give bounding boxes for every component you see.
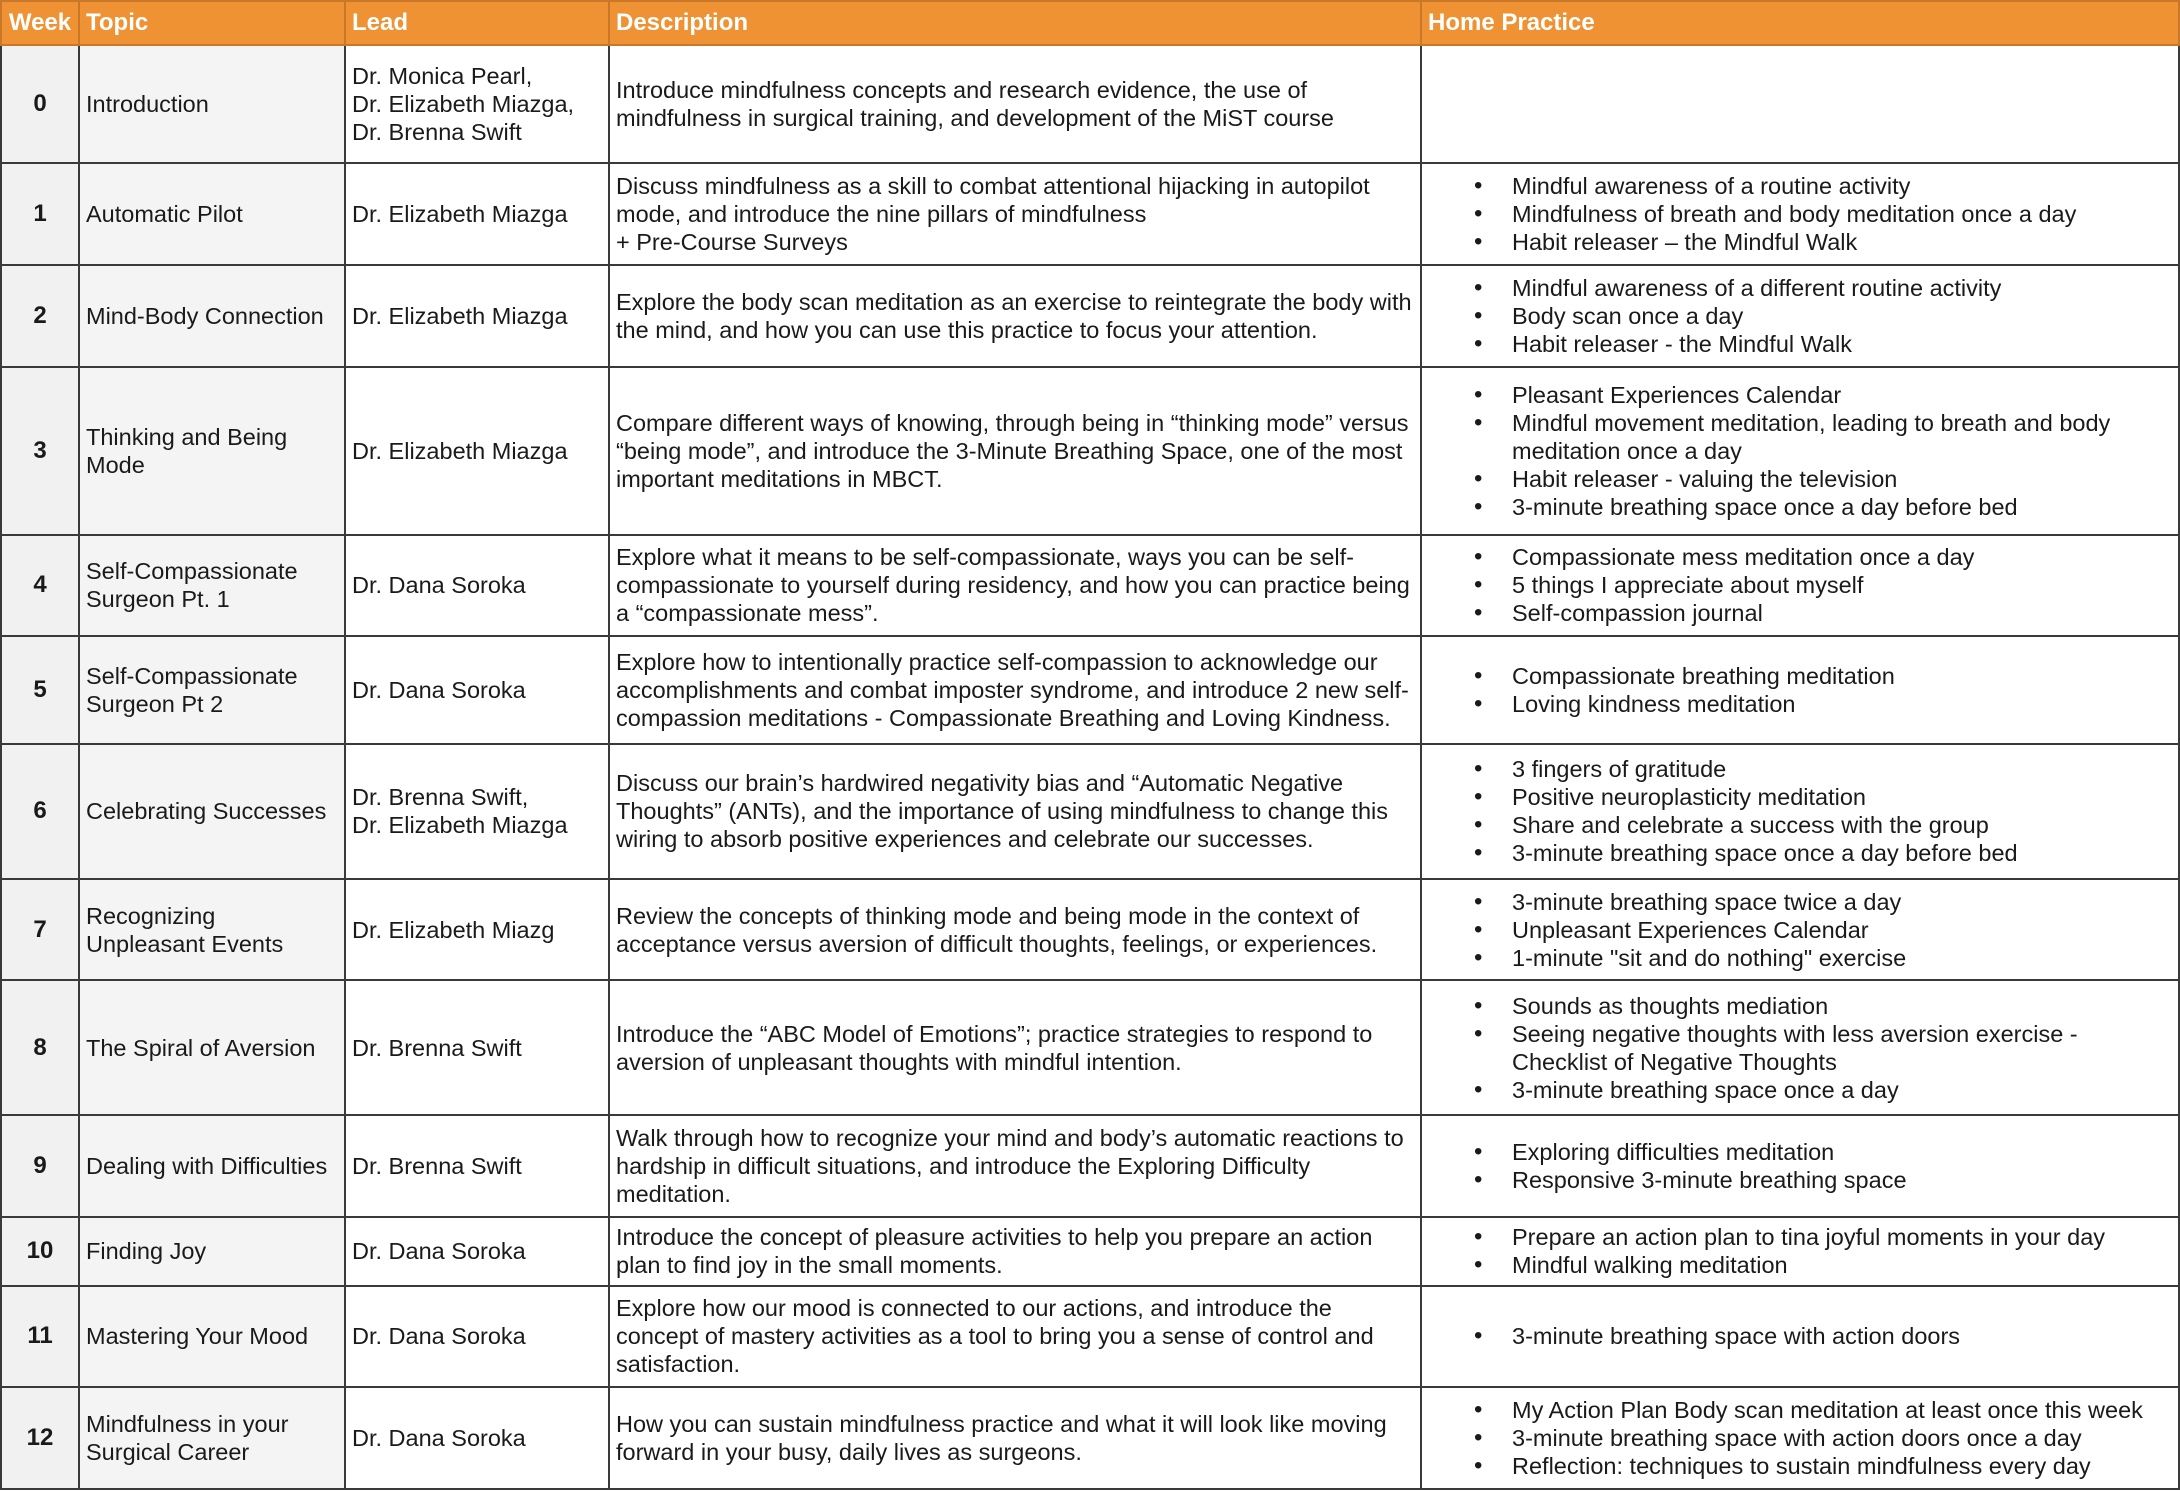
practice-item: • Prepare an action plan to tina joyful moments in your day [1474,1223,2172,1251]
table-row [1,1387,2179,1489]
description-cell: Introduce the “ABC Model of Emotions”; practice strategies to respond to aversion of unpleasant thoughts with mindful intention. [609,980,1421,1115]
header-description: Description [609,1,1421,45]
week-number: 3 [1,367,79,535]
description-cell: Explore what it means to be self-compassionate, ways you can be self-compassionate to yourself during residency, and how you can practice being a “compassionate mess”. [609,535,1421,637]
table-row [1,265,2179,367]
practice-item: • 3 fingers of gratitude [1474,755,2172,783]
practice-item: • Habit releaser – the Mindful Walk [1474,228,2172,256]
week-number: 7 [1,879,79,981]
home-practice-cell [1421,1286,2179,1388]
week-number: 1 [1,163,79,265]
practice-list [1428,1396,2172,1480]
lead-cell: Dr. Monica Pearl, Dr. Elizabeth Miazga, Dr. Brenna Swift [345,45,609,163]
week-number: 5 [1,636,79,744]
home-practice-cell [1421,367,2179,535]
header-lead: Lead [345,1,609,45]
practice-item: • My Action Plan Body scan meditation at least once this week [1474,1396,2172,1424]
practice-item: • Responsive 3-minute breathing space [1474,1166,2172,1194]
practice-list [1428,1223,2172,1279]
home-practice-cell [1421,636,2179,744]
lead-cell: Dr. Dana Soroka [345,1286,609,1388]
practice-item: • Habit releaser - valuing the television [1474,465,2172,493]
header-home-practice: Home Practice [1421,1,2179,45]
week-number: 11 [1,1286,79,1388]
topic-cell: Self-Compassionate Surgeon Pt 2 [79,636,345,744]
practice-item: • Compassionate breathing meditation [1474,662,2172,690]
practice-item: • Mindful awareness of a routine activity [1474,172,2172,200]
topic-cell: Self-Compassionate Surgeon Pt. 1 [79,535,345,637]
home-practice-cell [1421,1217,2179,1286]
topic-cell: Dealing with Difficulties [79,1115,345,1217]
table-row [1,367,2179,535]
lead-cell: Dr. Brenna Swift [345,980,609,1115]
lead-cell: Dr. Brenna Swift, Dr. Elizabeth Miazga [345,744,609,879]
table-row [1,1286,2179,1388]
practice-item: • Loving kindness meditation [1474,690,2172,718]
topic-cell: Recognizing Unpleasant Events [79,879,345,981]
table-row [1,744,2179,879]
description-cell: How you can sustain mindfulness practice and what it will look like moving forward in your busy, daily lives as surgeons. [609,1387,1421,1489]
topic-cell: Automatic Pilot [79,163,345,265]
week-number: 9 [1,1115,79,1217]
practice-item: • 5 things I appreciate about myself [1474,571,2172,599]
lead-cell: Dr. Dana Soroka [345,636,609,744]
topic-cell: Mindfulness in your Surgical Career [79,1387,345,1489]
week-number: 6 [1,744,79,879]
practice-item: • Habit releaser - the Mindful Walk [1474,330,2172,358]
table-row [1,980,2179,1115]
home-practice-cell [1421,535,2179,637]
home-practice-cell [1421,1387,2179,1489]
practice-item: • 3-minute breathing space once a day before bed [1474,839,2172,867]
practice-item: • Body scan once a day [1474,302,2172,330]
table-row [1,163,2179,265]
home-practice-cell [1421,265,2179,367]
topic-cell: Introduction [79,45,345,163]
home-practice-cell [1421,1115,2179,1217]
home-practice-cell [1421,45,2179,163]
practice-list [1428,1322,2172,1350]
lead-cell: Dr. Elizabeth Miazga [345,265,609,367]
practice-item: • Mindful awareness of a different routine activity [1474,274,2172,302]
topic-cell: Mind-Body Connection [79,265,345,367]
topic-cell: The Spiral of Aversion [79,980,345,1115]
practice-item: • Share and celebrate a success with the group [1474,811,2172,839]
table-body [1,45,2179,1489]
practice-item: • 3-minute breathing space with action doors once a day [1474,1424,2172,1452]
description-cell: Explore the body scan meditation as an exercise to reintegrate the body with the mind, and how you can use this practice to focus your attention. [609,265,1421,367]
practice-list [1428,888,2172,972]
description-cell: Discuss our brain’s hardwired negativity bias and “Automatic Negative Thoughts” (ANTs), and the importance of using mindfulness to change this wiring to absorb positive experiences and celebrate our successes. [609,744,1421,879]
practice-item: • 1-minute "sit and do nothing" exercise [1474,944,2172,972]
description-cell: Review the concepts of thinking mode and being mode in the context of acceptance versus aversion of difficult thoughts, feelings, or experiences. [609,879,1421,981]
week-number: 12 [1,1387,79,1489]
lead-cell: Dr. Dana Soroka [345,1217,609,1286]
week-number: 0 [1,45,79,163]
table-row [1,1217,2179,1286]
table-row [1,535,2179,637]
practice-item: • Mindfulness of breath and body meditation once a day [1474,200,2172,228]
practice-item: • Seeing negative thoughts with less aversion exercise - Checklist of Negative Thoughts [1474,1020,2172,1076]
description-cell: Discuss mindfulness as a skill to combat attentional hijacking in autopilot mode, and introduce the nine pillars of mindfulness + Pre-Course Surveys [609,163,1421,265]
practice-item: • 3-minute breathing space twice a day [1474,888,2172,916]
practice-item: • Reflection: techniques to sustain mindfulness every day [1474,1452,2172,1480]
lead-cell: Dr. Dana Soroka [345,535,609,637]
lead-cell: Dr. Dana Soroka [345,1387,609,1489]
header-week: Week [1,1,79,45]
table-row [1,636,2179,744]
practice-list [1428,662,2172,718]
practice-list [1428,274,2172,358]
header-topic: Topic [79,1,345,45]
practice-list [1428,755,2172,867]
lead-cell: Dr. Elizabeth Miazga [345,367,609,535]
lead-cell: Dr. Elizabeth Miazga [345,163,609,265]
description-cell: Introduce the concept of pleasure activities to help you prepare an action plan to find joy in the small moments. [609,1217,1421,1286]
practice-item: • Compassionate mess meditation once a day [1474,543,2172,571]
table-row [1,1115,2179,1217]
description-cell: Compare different ways of knowing, through being in “thinking mode” versus “being mode”, and introduce the 3-Minute Breathing Space, one of the most important meditations in MBCT. [609,367,1421,535]
practice-item: • Mindful movement meditation, leading to breath and body meditation once a day [1474,409,2172,465]
week-number: 8 [1,980,79,1115]
practice-item: • Positive neuroplasticity meditation [1474,783,2172,811]
home-practice-cell [1421,744,2179,879]
table-row [1,879,2179,981]
practice-item: • Sounds as thoughts mediation [1474,992,2172,1020]
topic-cell: Mastering Your Mood [79,1286,345,1388]
week-number: 4 [1,535,79,637]
practice-item: • Mindful walking meditation [1474,1251,2172,1279]
practice-item: • 3-minute breathing space once a day [1474,1076,2172,1104]
description-cell: Explore how our mood is connected to our actions, and introduce the concept of mastery activities as a tool to bring you a sense of control and satisfaction. [609,1286,1421,1388]
practice-list [1428,543,2172,627]
home-practice-cell [1421,980,2179,1115]
home-practice-cell [1421,163,2179,265]
header-row [1,1,2179,45]
topic-cell: Celebrating Successes [79,744,345,879]
practice-list [1428,381,2172,521]
topic-cell: Finding Joy [79,1217,345,1286]
practice-item: • Pleasant Experiences Calendar [1474,381,2172,409]
topic-cell: Thinking and Being Mode [79,367,345,535]
table-row [1,45,2179,163]
practice-item: • 3-minute breathing space once a day before bed [1474,493,2172,521]
description-cell: Explore how to intentionally practice self-compassion to acknowledge our accomplishments and combat imposter syndrome, and introduce 2 new self-compassion meditations - Compassionate Breathing and Loving Kindness. [609,636,1421,744]
home-practice-cell [1421,879,2179,981]
practice-item: • Self-compassion journal [1474,599,2172,627]
description-cell: Walk through how to recognize your mind and body’s automatic reactions to hardship in difficult situations, and introduce the Exploring Difficulty meditation. [609,1115,1421,1217]
practice-item: • 3-minute breathing space with action doors [1474,1322,2172,1350]
description-cell: Introduce mindfulness concepts and research evidence, the use of mindfulness in surgical training, and development of the MiST course [609,45,1421,163]
week-number: 10 [1,1217,79,1286]
week-number: 2 [1,265,79,367]
lead-cell: Dr. Elizabeth Miazg [345,879,609,981]
lead-cell: Dr. Brenna Swift [345,1115,609,1217]
practice-list [1428,172,2172,256]
practice-item: • Unpleasant Experiences Calendar [1474,916,2172,944]
practice-list [1428,1138,2172,1194]
practice-item: • Exploring difficulties meditation [1474,1138,2172,1166]
practice-list [1428,992,2172,1104]
